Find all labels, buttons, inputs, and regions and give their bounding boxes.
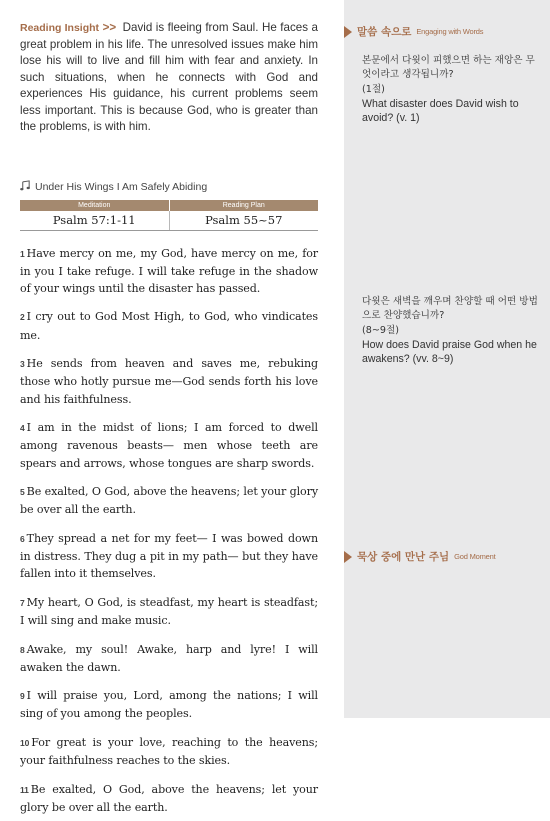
reference-table <box>20 200 318 231</box>
triangle-marker-icon <box>344 26 352 38</box>
verse: 4 I am in the midst of lions; I am forced to dwell among ravenous beasts— men whose teeth are spears and arrows, whose tongues are sharp swords. <box>20 421 318 470</box>
verse: 8 Awake, my soul! Awake, harp and lyre! I will awaken the dawn. <box>20 642 318 674</box>
verse: 2 I cry out to God Most High, to God, who vindicates me. <box>20 310 318 342</box>
reflection-sidebar <box>344 0 550 718</box>
triangle-marker-icon <box>344 551 352 563</box>
hymn-title: Under His Wings I Am Safely Abiding <box>35 180 208 193</box>
meditation-header: Meditation <box>20 200 169 211</box>
question-1: 본문에서 다윗이 피했으면 하는 재앙은 무엇이라고 생각됩니까? (1절) What disaster does David wish to avoid? (v. 1) <box>362 55 535 125</box>
reading-insight <box>20 20 318 136</box>
hymn-line <box>20 180 318 194</box>
verse: 6 They spread a net for my feet— I was bowed down in distress. They dug a pit in my path— but they have fallen into it themselves. <box>20 531 318 581</box>
verse: 1 Have mercy on me, my God, have mercy on me, for in you I take refuge. I will take refuge in the shadow of your wings until the disaster has passed. <box>20 246 318 296</box>
reading-insight-text: David is fleeing from Saul. He faces a great problem in his life. The unresolved issues make him lose his will to live and fill him with fear and anxiety. In such situations, when he connects with God and experiences His guidance, his current problems seem less important. This is because God, who is greater than the problems, is with him. <box>20 21 318 133</box>
reading-plan-header: Reading Plan <box>169 200 319 211</box>
verse: 11 Be exalted, O God, above the heavens; let your glory be over all the earth. <box>20 782 318 814</box>
engaging-with-words-heading: 말씀 속으로 Engaging with Words <box>344 24 483 39</box>
main-column <box>20 20 318 821</box>
verse: 7 My heart, O God, is steadfast, my heart is steadfast; I will sing and make music. <box>20 595 318 628</box>
verse: 3 He sends from heaven and saves me, rebuking those who hotly pursue me—God sends forth his love and his faithfulness. <box>20 357 318 406</box>
god-moment-heading: 묵상 중에 만난 주님 God Moment <box>344 549 495 564</box>
question-2: 다윗은 새벽을 깨우며 찬양할 때 어떤 방법으로 찬양했습니까? (8~9절) How does David praise God when he awakens? (vv. 8~9) <box>362 296 538 366</box>
verse: 5 Be exalted, O God, above the heavens; let your glory be over all the earth. <box>20 485 318 517</box>
music-note-icon <box>20 180 31 194</box>
verse: 9 I will praise you, Lord, among the nations; I will sing of you among the peoples. <box>20 689 318 721</box>
reading-insight-label: Reading Insight <box>20 22 100 34</box>
meditation-reference: Psalm 57:1-11 <box>52 212 136 227</box>
reading-plan-reference: Psalm 55~57 <box>169 211 319 230</box>
chevrons-right-icon: >> <box>102 21 117 34</box>
scripture-passage <box>20 245 318 817</box>
verse: 10 For great is your love, reaching to the heavens; your faithfulness reaches to the skies. <box>20 735 318 768</box>
